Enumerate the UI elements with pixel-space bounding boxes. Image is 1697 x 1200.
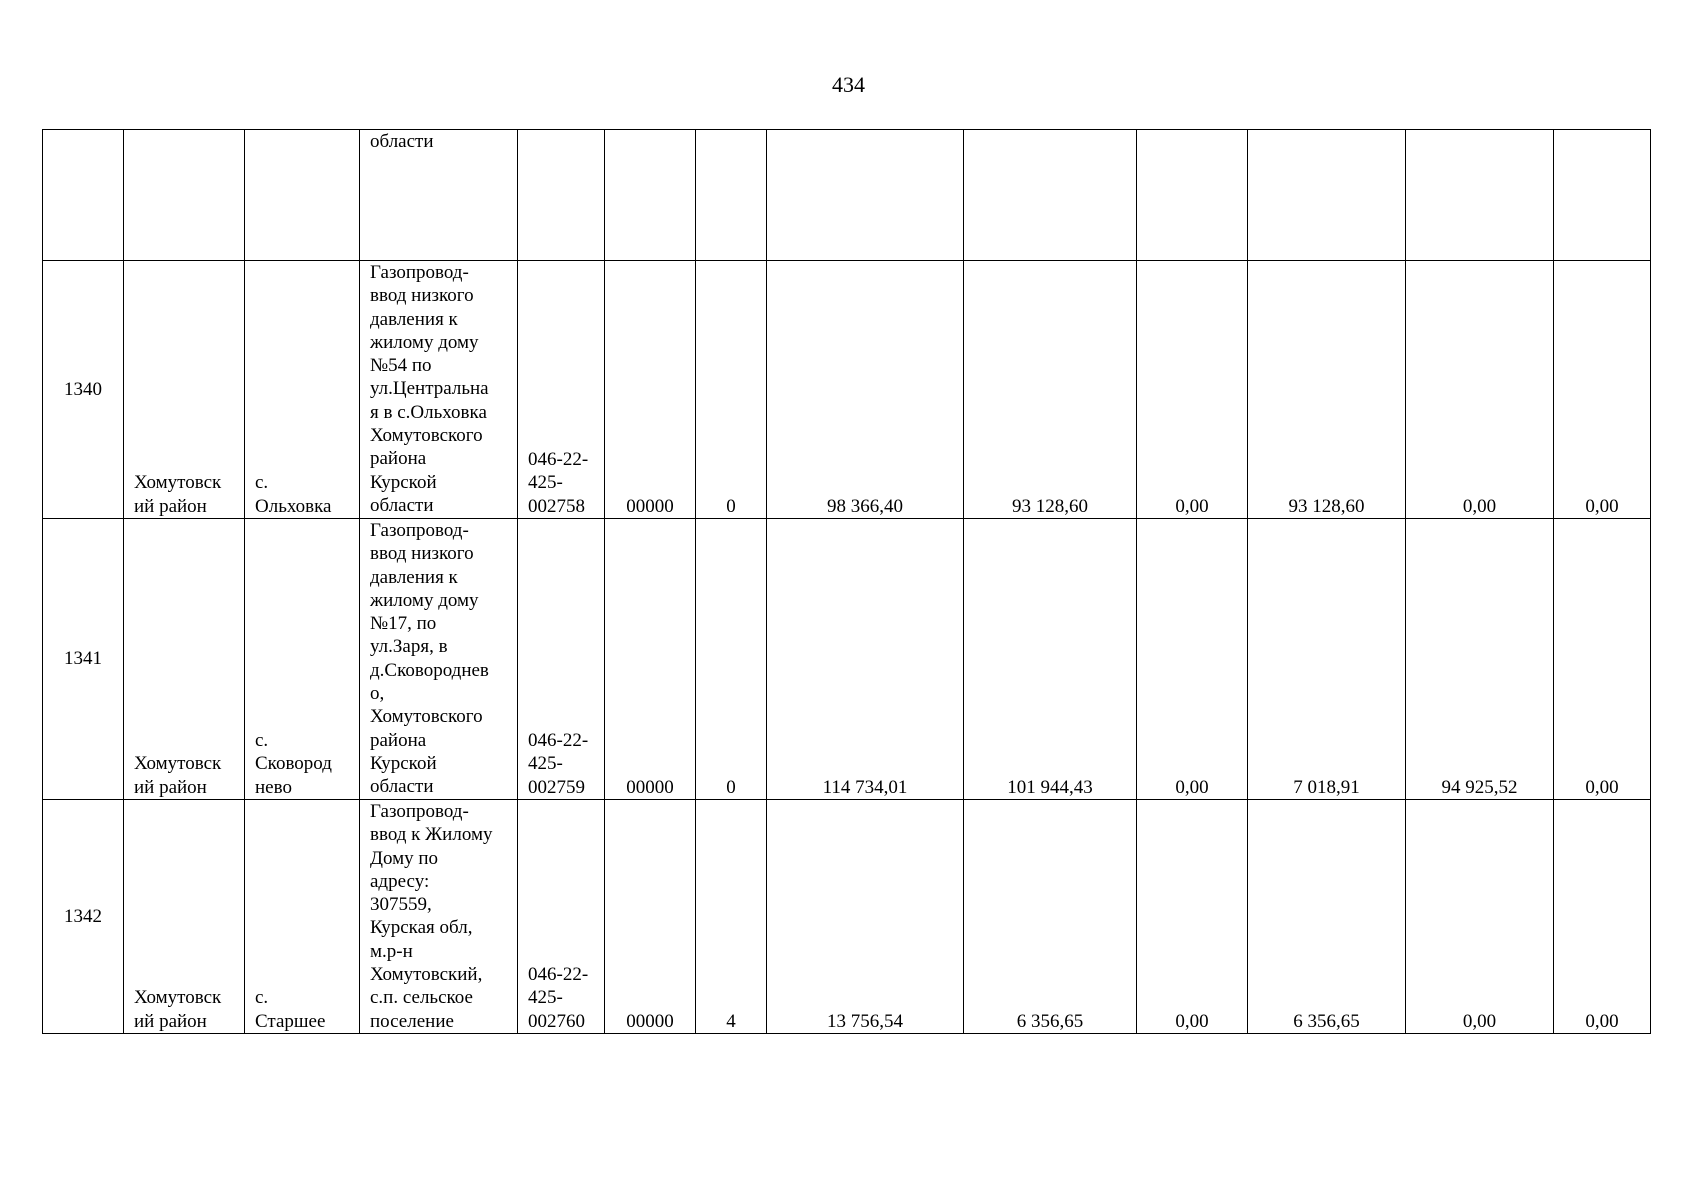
cell-value4: 7 018,91 [1248, 519, 1406, 800]
cell-description: Газопровод- ввод низкого давления к жилому дому №17, по ул.Заря, в д.Сковороднев о, Хомутовского района Курской области [360, 519, 518, 800]
cell-value5 [1406, 130, 1554, 261]
table-row-continuation [43, 130, 1651, 261]
cell-value6 [1554, 130, 1651, 261]
cell-district: Хомутовск ий район [124, 261, 245, 519]
cell-locality [245, 130, 360, 261]
cell-number: 1341 [43, 519, 124, 800]
cell-value1: 114 734,01 [767, 519, 964, 800]
cell-value4: 6 356,65 [1248, 800, 1406, 1034]
cell-count: 4 [696, 800, 767, 1034]
cell-value1: 98 366,40 [767, 261, 964, 519]
cell-number: 1342 [43, 800, 124, 1034]
cell-count: 0 [696, 519, 767, 800]
cell-value2: 6 356,65 [964, 800, 1137, 1034]
cell-locality: с. Старшее [245, 800, 360, 1034]
cell-description: Газопровод- ввод низкого давления к жилому дому №54 по ул.Центральна я в с.Ольховка Хомутовского района Курской области [360, 261, 518, 519]
cell-code [518, 130, 605, 261]
cell-code2: 00000 [605, 519, 696, 800]
cell-value5: 0,00 [1406, 261, 1554, 519]
cell-value5: 94 925,52 [1406, 519, 1554, 800]
cell-count [696, 130, 767, 261]
cell-count: 0 [696, 261, 767, 519]
cell-district: Хомутовск ий район [124, 519, 245, 800]
table-row [43, 519, 1651, 800]
cell-locality: с. Ольховка [245, 261, 360, 519]
cell-value2: 93 128,60 [964, 261, 1137, 519]
cell-value6: 0,00 [1554, 800, 1651, 1034]
table-row [43, 800, 1651, 1034]
cell-code: 046-22- 425- 002758 [518, 261, 605, 519]
table-row [43, 261, 1651, 519]
cell-value3: 0,00 [1137, 261, 1248, 519]
cell-code2 [605, 130, 696, 261]
cell-district: Хомутовск ий район [124, 800, 245, 1034]
cell-district [124, 130, 245, 261]
cell-number: 1340 [43, 261, 124, 519]
cell-value6: 0,00 [1554, 519, 1651, 800]
cell-value4 [1248, 130, 1406, 261]
cell-value5: 0,00 [1406, 800, 1554, 1034]
cell-value4: 93 128,60 [1248, 261, 1406, 519]
cell-code: 046-22- 425- 002760 [518, 800, 605, 1034]
cell-code2: 00000 [605, 800, 696, 1034]
cell-value2: 101 944,43 [964, 519, 1137, 800]
cell-value3: 0,00 [1137, 519, 1248, 800]
cell-value3 [1137, 130, 1248, 261]
cell-value3: 0,00 [1137, 800, 1248, 1034]
cell-value6: 0,00 [1554, 261, 1651, 519]
cell-code: 046-22- 425- 002759 [518, 519, 605, 800]
cell-description: Газопровод- ввод к Жилому Дому по адресу: 307559, Курская обл, м.р-н Хомутовский, с.п. сельское поселение [360, 800, 518, 1034]
cell-value2 [964, 130, 1137, 261]
cell-value1 [767, 130, 964, 261]
cell-number [43, 130, 124, 261]
cell-value1: 13 756,54 [767, 800, 964, 1034]
cell-locality: с. Сковород нево [245, 519, 360, 800]
cell-description: области [360, 130, 518, 261]
page-number: 434 [832, 72, 865, 97]
registry-table [42, 129, 1651, 1034]
cell-code2: 00000 [605, 261, 696, 519]
